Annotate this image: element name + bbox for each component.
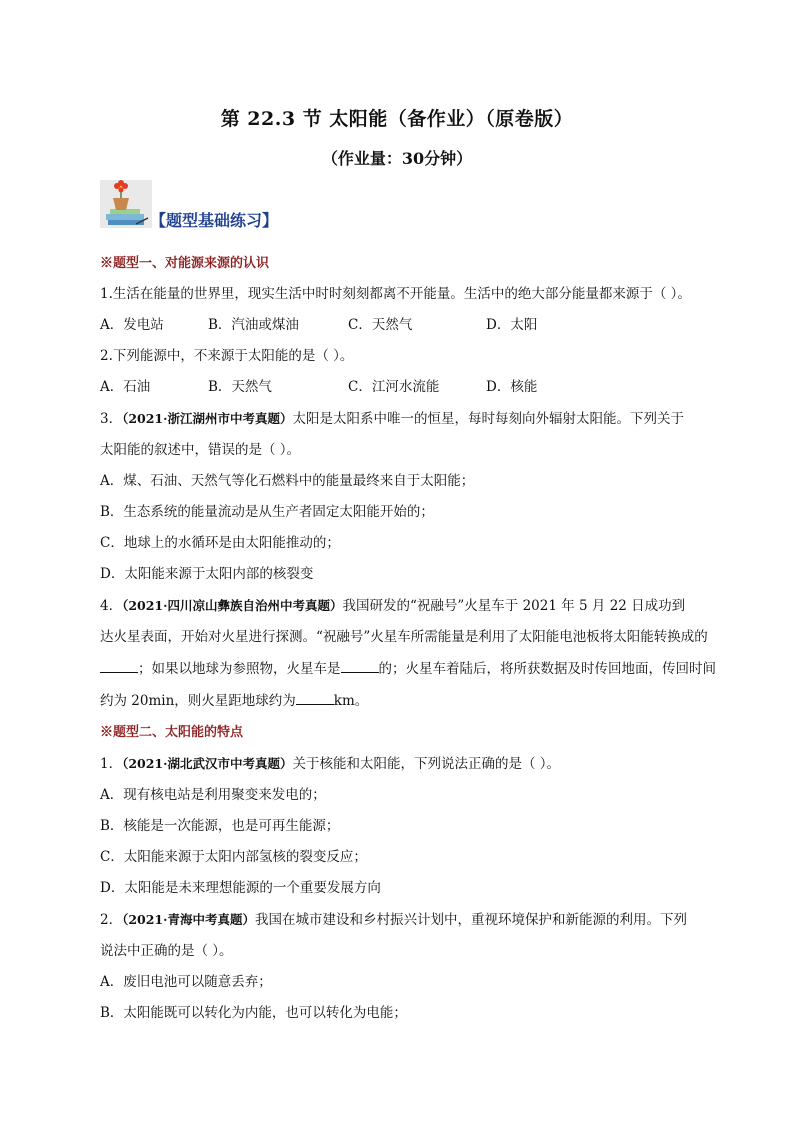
question-number: 4． [100, 598, 123, 614]
question-text: 我国研发的“祝融号”火星车于 2021 年 5 月 22 日成功到 [342, 598, 686, 614]
option-c: C．江河水流能 [348, 379, 440, 395]
option-a: A．现有核电站是利用聚变来发电的； [100, 787, 326, 803]
option-a: A．发电站 [100, 317, 164, 333]
question-text: 约为 20min，则火星距地球约为 [100, 693, 296, 709]
answer-blank [341, 658, 379, 673]
question-source: （2021·四川凉山彝族自治州中考真题） [122, 598, 343, 613]
question-text: 关于核能和太阳能，下列说法正确的是（ ）。 [292, 756, 561, 772]
option-a: A．煤、石油、天然气等化石燃料中的能量最终来自于太阳能； [100, 473, 475, 489]
s2-q2-stem-line2: 说法中正确的是（ ）。 [100, 943, 233, 959]
s2-q1-stem [100, 753, 730, 775]
option-b: B．汽油或煤油 [208, 317, 299, 333]
s1-q1-stem: 1.生活在能量的世界里，现实生活中时时刻刻都离不开能量。生活中的绝大部分能量都来源于（ ）。 [100, 286, 691, 302]
s1-q4-line1 [100, 595, 730, 617]
s1-q4-line2: 达火星表面，开始对火星进行探测。“祝融号”火星车所需能量是利用了太阳能电池板将太阳能转换成的 [100, 629, 708, 645]
question-number: 2． [100, 912, 123, 928]
option-d: D．太阳 [486, 317, 538, 333]
option-d: D．太阳能是未来理想能源的一个重要发展方向 [100, 880, 381, 896]
option-a: A．废旧电池可以随意丢弃； [100, 974, 272, 990]
question-source: （2021·青海中考真题） [122, 912, 255, 927]
document-subtitle: （作业量：30分钟） [321, 149, 473, 168]
option-b: B．太阳能既可以转化为内能，也可以转化为电能； [100, 1005, 407, 1021]
question-number: 1． [100, 756, 123, 772]
answer-blank [100, 658, 138, 673]
document-title: 第 22.3 节 太阳能（备作业）（原卷版） [220, 108, 574, 130]
s1-q3-stem-line1 [100, 408, 730, 430]
s1-q3-stem-line2: 太阳能的叙述中，错误的是（ ）。 [100, 442, 301, 458]
s1-q4-line4 [100, 690, 730, 712]
question-text: 我国在城市建设和乡村振兴计划中，重视环境保护和新能源的利用。下列 [255, 912, 687, 928]
question-text: 太阳是太阳系中唯一的恒星，每时每刻向外辐射太阳能。下列关于 [292, 411, 684, 427]
question-text: ；如果以地球为参照物，火星车是 [138, 661, 341, 677]
option-b: B．天然气 [208, 379, 272, 395]
option-c: C．地球上的水循环是由太阳能推动的； [100, 535, 340, 551]
question-source: （2021·湖北武汉市中考真题） [122, 756, 293, 771]
s1-q1-options [100, 315, 730, 336]
s2-q2-stem-line1 [100, 909, 730, 931]
questions-content [100, 253, 730, 1034]
option-d: D．核能 [486, 379, 538, 395]
option-a: A．石油 [100, 379, 151, 395]
option-b: B．核能是一次能源，也是可再生能源； [100, 818, 340, 834]
s1-q4-line3 [100, 658, 730, 680]
section-heading-2: ※题型二、太阳能的特点 [100, 725, 244, 740]
option-c: C．太阳能来源于太阳内部氢核的裂变反应； [100, 849, 367, 865]
flower-pot-books-icon [100, 180, 152, 228]
banner-label: 【题型基础练习】 [150, 211, 279, 230]
question-text: 的；火星车着陆后，将所获数据及时传回地面，传回时间 [378, 661, 716, 677]
s1-q2-stem: 2.下列能源中，不来源于太阳能的是（ ）。 [100, 348, 354, 364]
question-text: km。 [333, 693, 369, 709]
option-d: D．太阳能来源于太阳内部的核裂变 [100, 566, 314, 582]
answer-blank [296, 690, 334, 705]
option-b: B．生态系统的能量流动是从生产者固定太阳能开始的； [100, 504, 434, 520]
option-c: C．天然气 [348, 317, 413, 333]
s1-q2-options [100, 377, 730, 398]
question-number: 3． [100, 411, 123, 427]
question-source: （2021·浙江湖州市中考真题） [122, 411, 293, 426]
section-heading-1: ※题型一、对能源来源的认识 [100, 256, 270, 271]
section-banner [100, 180, 360, 236]
